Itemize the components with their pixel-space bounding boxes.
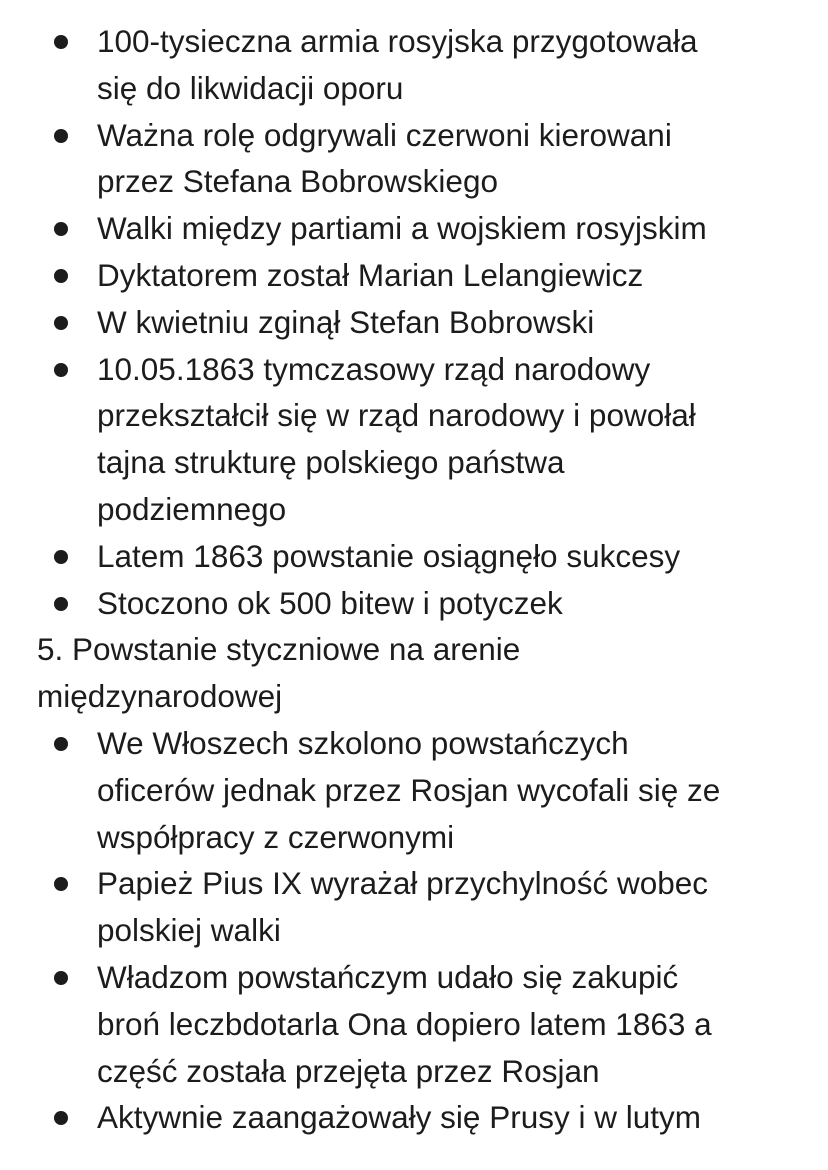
bullet-icon bbox=[54, 222, 68, 236]
list-item-text: część została przejęta przez Rosjan bbox=[97, 1052, 600, 1089]
bullet-icon bbox=[54, 316, 68, 330]
list-item-text: Aktywnie zaangażowały się Prusy i w lutym bbox=[97, 1099, 701, 1136]
list-item-text: W kwietniu zginął Stefan Bobrowski bbox=[97, 303, 595, 340]
list-item-line bbox=[0, 1001, 828, 1048]
list-item-text: oficerów jednak przez Rosjan wycofali się ze bbox=[97, 771, 721, 808]
list-item-text: przekształcił się w rząd narodowy i powołał bbox=[97, 397, 696, 434]
bullet-icon bbox=[54, 877, 68, 891]
bullet-icon bbox=[54, 597, 68, 611]
list-item-text: 100-tysieczna armia rosyjska przygotowała bbox=[97, 23, 698, 59]
bullet-icon bbox=[54, 129, 68, 143]
list-item-text: Latem 1863 powstanie osiągnęło sukcesy bbox=[97, 537, 681, 574]
list-item-line bbox=[0, 392, 828, 439]
list-item bbox=[0, 860, 828, 954]
list-item-line bbox=[0, 1048, 828, 1095]
list-item bbox=[0, 954, 828, 1094]
list-item-line bbox=[0, 533, 828, 580]
bullet-icon bbox=[54, 269, 68, 283]
list-item bbox=[0, 299, 828, 346]
list-item-text: 10.05.1863 tymczasowy rząd narodowy bbox=[97, 350, 651, 387]
list-item bbox=[0, 580, 828, 627]
bullet-list-uprising-course bbox=[0, 18, 828, 626]
list-item-line bbox=[0, 252, 828, 299]
list-item-text: Dyktatorem został Marian Lelangiewicz bbox=[97, 256, 644, 293]
list-item bbox=[0, 346, 828, 533]
list-item bbox=[0, 205, 828, 252]
list-item-line bbox=[0, 299, 828, 346]
bullet-icon bbox=[54, 35, 68, 49]
list-item-text: Ważna rolę odgrywali czerwoni kierowani bbox=[97, 116, 672, 153]
list-item-line bbox=[0, 205, 828, 252]
list-item-line bbox=[0, 720, 828, 767]
list-item-line bbox=[0, 954, 828, 1001]
list-item-line bbox=[0, 814, 828, 861]
list-item-line bbox=[0, 439, 828, 486]
list-item-line bbox=[0, 65, 828, 112]
bullet-icon bbox=[54, 363, 68, 377]
bullet-list-international-arena bbox=[0, 720, 828, 1141]
list-item bbox=[0, 720, 828, 860]
list-item bbox=[0, 18, 828, 112]
section-heading-line: międzynarodowej bbox=[37, 678, 283, 715]
list-item bbox=[0, 252, 828, 299]
list-item-line bbox=[0, 112, 828, 159]
section-heading-line: 5. Powstanie styczniowe na arenie bbox=[37, 631, 521, 668]
list-item-text: polskiej walki bbox=[97, 912, 281, 949]
list-item-text: broń leczbdotarla Ona dopiero latem 1863 a bbox=[97, 1005, 712, 1042]
list-item-text: Stoczono ok 500 bitew i potyczek bbox=[97, 584, 563, 621]
bullet-icon bbox=[54, 550, 68, 564]
list-item-text: We Włoszech szkolono powstańczych bbox=[97, 724, 629, 761]
bullet-icon bbox=[54, 1111, 68, 1125]
list-item-line bbox=[0, 907, 828, 954]
list-item-text: się do likwidacji oporu bbox=[97, 69, 404, 106]
list-item bbox=[0, 112, 828, 206]
list-item-text: tajna strukturę polskiego państwa bbox=[97, 444, 565, 481]
section-heading bbox=[0, 626, 828, 720]
list-item-text: Władzom powstańczym udało się zakupić bbox=[97, 958, 679, 995]
list-item-line bbox=[0, 860, 828, 907]
list-item-text: przez Stefana Bobrowskiego bbox=[97, 163, 498, 200]
list-item-line bbox=[0, 158, 828, 205]
list-item-text: Walki między partiami a wojskiem rosyjskim bbox=[97, 210, 707, 247]
list-item-line bbox=[0, 486, 828, 533]
bullet-icon bbox=[54, 971, 68, 985]
list-item-line bbox=[0, 18, 828, 65]
list-item bbox=[0, 1094, 828, 1141]
notes-document bbox=[0, 18, 828, 1141]
list-item-text: Papież Pius IX wyrażał przychylność wobec bbox=[97, 865, 709, 902]
list-item bbox=[0, 533, 828, 580]
list-item-line bbox=[0, 580, 828, 627]
list-item-line bbox=[0, 767, 828, 814]
list-item-line bbox=[0, 1094, 828, 1141]
list-item-text: podziemnego bbox=[97, 490, 287, 527]
bullet-icon bbox=[54, 737, 68, 751]
list-item-text: współpracy z czerwonymi bbox=[97, 818, 455, 855]
list-item-line bbox=[0, 346, 828, 393]
